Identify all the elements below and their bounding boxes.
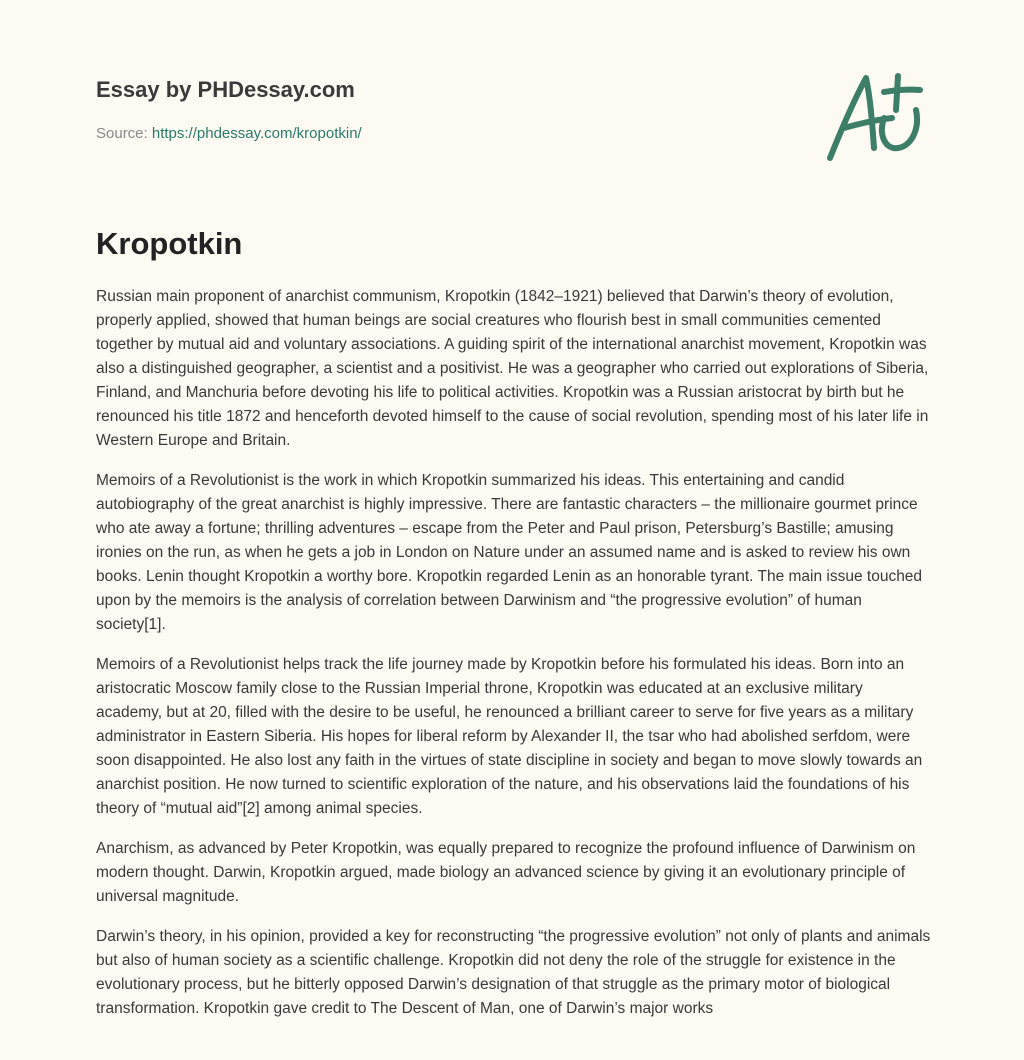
paragraph: Darwin’s theory, in his opinion, provided a key for reconstructing “the progressive evolution” not only of plants and animals but also of human society as a scientific challenge. Kropotkin did not deny the role of the struggle for existence in the evolutionary process, but he bitterly opposed Darwin’s designation of that struggle as the primary motor of biological transformation. Kropotkin gave credit to The Descent of Man, one of Darwin’s major works bbox=[96, 928, 931, 1017]
page-header bbox=[96, 76, 736, 144]
paragraph: Russian main proponent of anarchist communism, Kropotkin (1842–1921) believed that Darwin’s theory of evolution, properly applied, showed that human beings are social creatures who flourish best in small communities cemented together by mutual aid and voluntary associations. A guiding spirit of the international anarchist movement, Kropotkin was also a distinguished geographer, a scientist and a positivist. He was a geographer who carried out explorations of Siberia, Finland, and Manchuria before devoting his life to political activities. Kropotkin was a Russian aristocrat by birth but he renounced his title 1872 and henceforth devoted himself to the cause of social revolution, spending most of his later life in Western Europe and Britain. bbox=[96, 288, 929, 449]
article-title: Kropotkin bbox=[96, 226, 243, 261]
paragraph: Memoirs of a Revolutionist is the work in which Kropotkin summarized his ideas. This entertaining and candid autobiography of the great anarchist is highly impressive. There are fantastic characters – the millionaire gourmet prince who ate away a fortune; thrilling adventures – escape from the Peter and Paul prison, Petersburg’s Bastille; amusing ironies on the run, as when he gets a job in London on Nature under an assumed name and is asked to review his own books. Lenin thought Kropotkin a worthy bore. Kropotkin regarded Lenin as an honorable tyrant. The main issue touched upon by the memoirs is the analysis of correlation between Darwinism and “the progressive evolution” of human society[1]. bbox=[96, 472, 923, 633]
paragraph: Memoirs of a Revolutionist helps track the life journey made by Kropotkin before his formulated his ideas. Born into an aristocratic Moscow family close to the Russian Imperial throne, Kropotkin was educated at an exclusive military academy, but at 20, filled with the desire to be useful, he renounced a brilliant career to serve for five years as a military administrator in Eastern Siberia. His hopes for liberal reform by Alexander II, the tsar who had abolished serfdom, were soon disappointed. He also lost any faith in the virtues of state discipline in society and began to move slowly towards an anarchist position. He now turned to scientific exploration of the nature, and his observations laid the foundations of his theory of “mutual aid”[2] among animal species. bbox=[96, 656, 923, 817]
article-body bbox=[96, 285, 932, 1037]
site-title: Essay by PHDessay.com bbox=[96, 77, 355, 102]
a-plus-logo-icon bbox=[824, 66, 928, 166]
source-line bbox=[96, 124, 736, 144]
source-label: Source: bbox=[96, 125, 152, 142]
paragraph: Anarchism, as advanced by Peter Kropotkin, was equally prepared to recognize the profound influence of Darwinism on modern thought. Darwin, Kropotkin argued, made biology an advanced science by giving it an evolutionary principle of universal magnitude. bbox=[96, 840, 916, 905]
source-link[interactable]: https://phdessay.com/kropotkin/ bbox=[151, 125, 362, 142]
